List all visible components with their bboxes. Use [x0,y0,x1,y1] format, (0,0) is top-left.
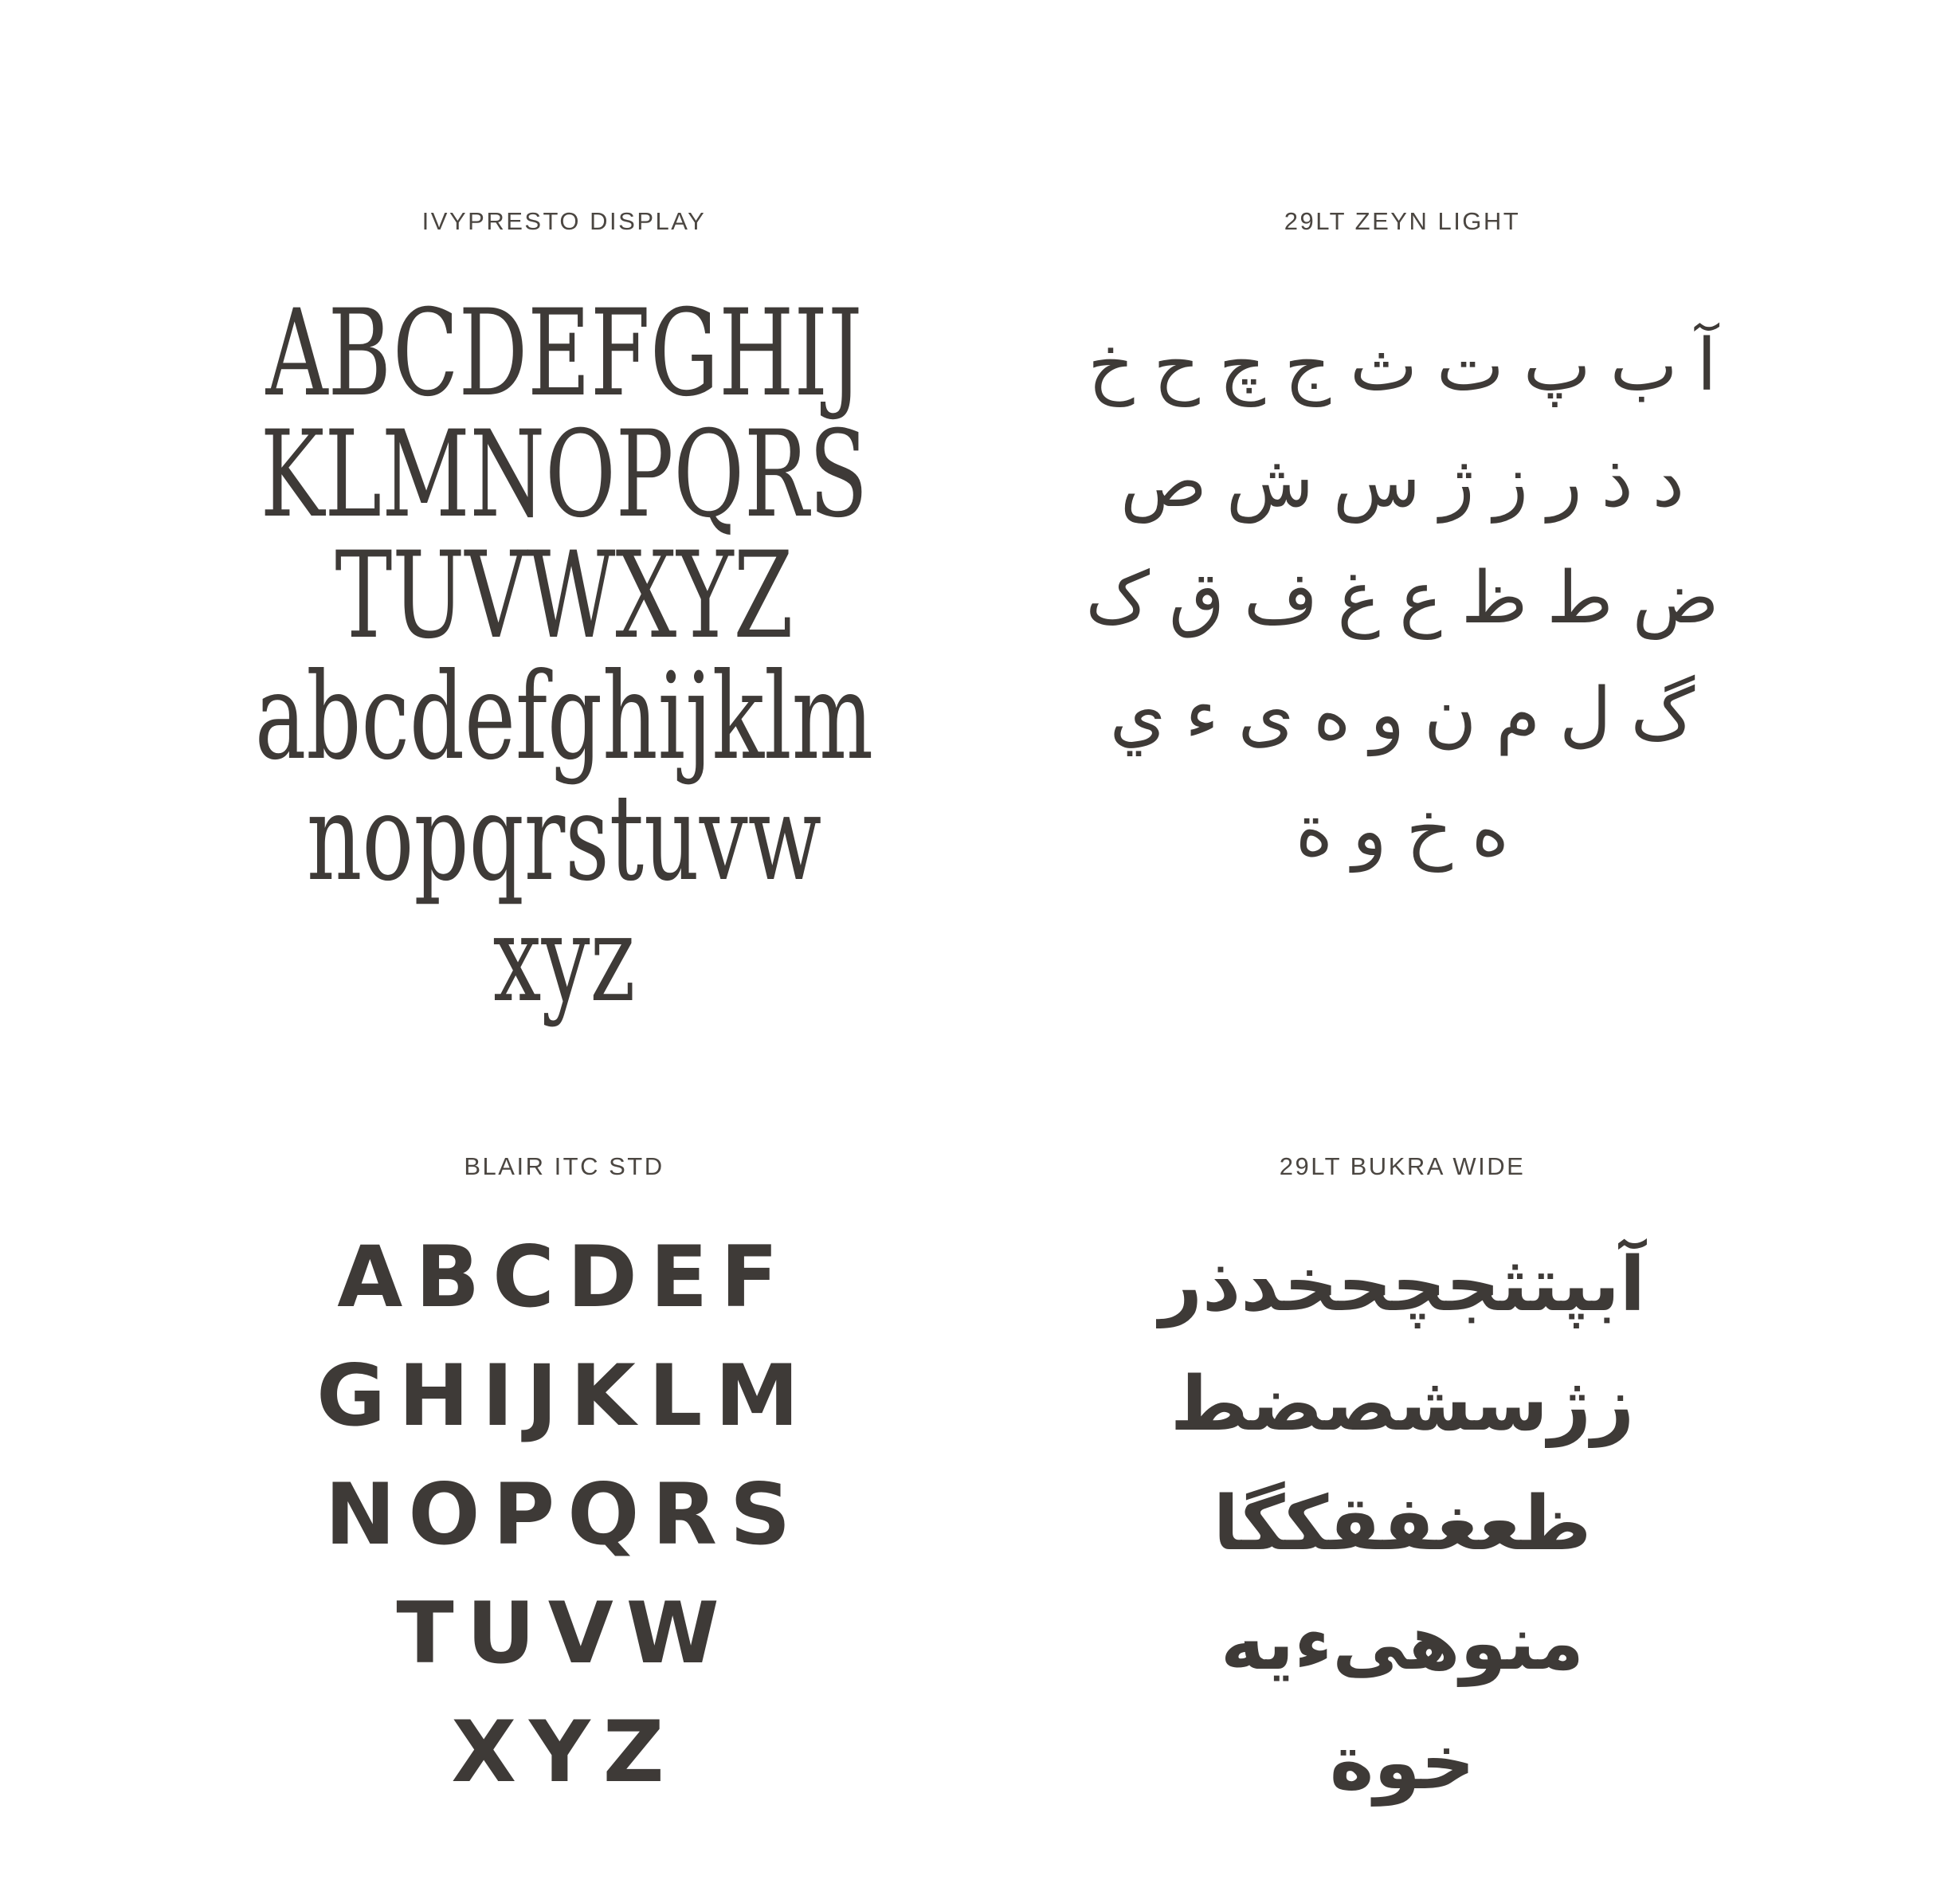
glyph-line: GHIJKLM [316,1347,812,1445]
glyph-line: XYZ [451,1703,677,1801]
glyph-line: ض ط ظ ع غ ف ق ک [1085,556,1719,640]
glyph-line: زژسشصضط [1170,1361,1635,1448]
glyph-line: ABCDEF [337,1228,791,1326]
glyph-line: TUVW [396,1584,732,1682]
glyph-line: خوة [1329,1720,1476,1807]
specimen-heading-blair: BLAIR ITC STD [464,1152,664,1180]
specimen-heading-bukra: 29LT BUKRA WIDE [1279,1152,1526,1180]
specimen-alphabet-bukra [845,1226,1960,1823]
glyph-line: ظعغفقكگا [1213,1481,1592,1568]
specimen-heading-ivypresto: IVYPRESTO DISPLAY [421,207,707,235]
specimen-alphabet-zeyn [845,308,1960,889]
glyph-line: آبپتثجچحخدذر [1158,1242,1646,1328]
glyph-line: ه خ و ة [1295,789,1510,873]
specimen-heading-zeyn: 29LT ZEYN LIGHT [1284,207,1521,235]
glyph-line: TUVWXYZ [335,527,794,665]
glyph-line: د ذ ر ز ژ س ش ص [1120,440,1684,524]
glyph-line: abcdefghijklm [254,648,874,787]
glyph-line: nopqrstuvw [306,769,822,908]
glyph-line: ABCDEFGHIJ [265,284,863,423]
glyph-line: منوهىءيه [1220,1600,1585,1687]
glyph-line: گ ل م ن و ه ی ء ي [1109,673,1695,756]
glyph-line: NOPQRS [324,1466,804,1564]
glyph-line: xyz [492,890,636,1029]
glyph-line: آ ب پ ت ث ج چ ح خ [1088,324,1717,407]
glyph-line: KLMNOPQRS [260,406,868,544]
